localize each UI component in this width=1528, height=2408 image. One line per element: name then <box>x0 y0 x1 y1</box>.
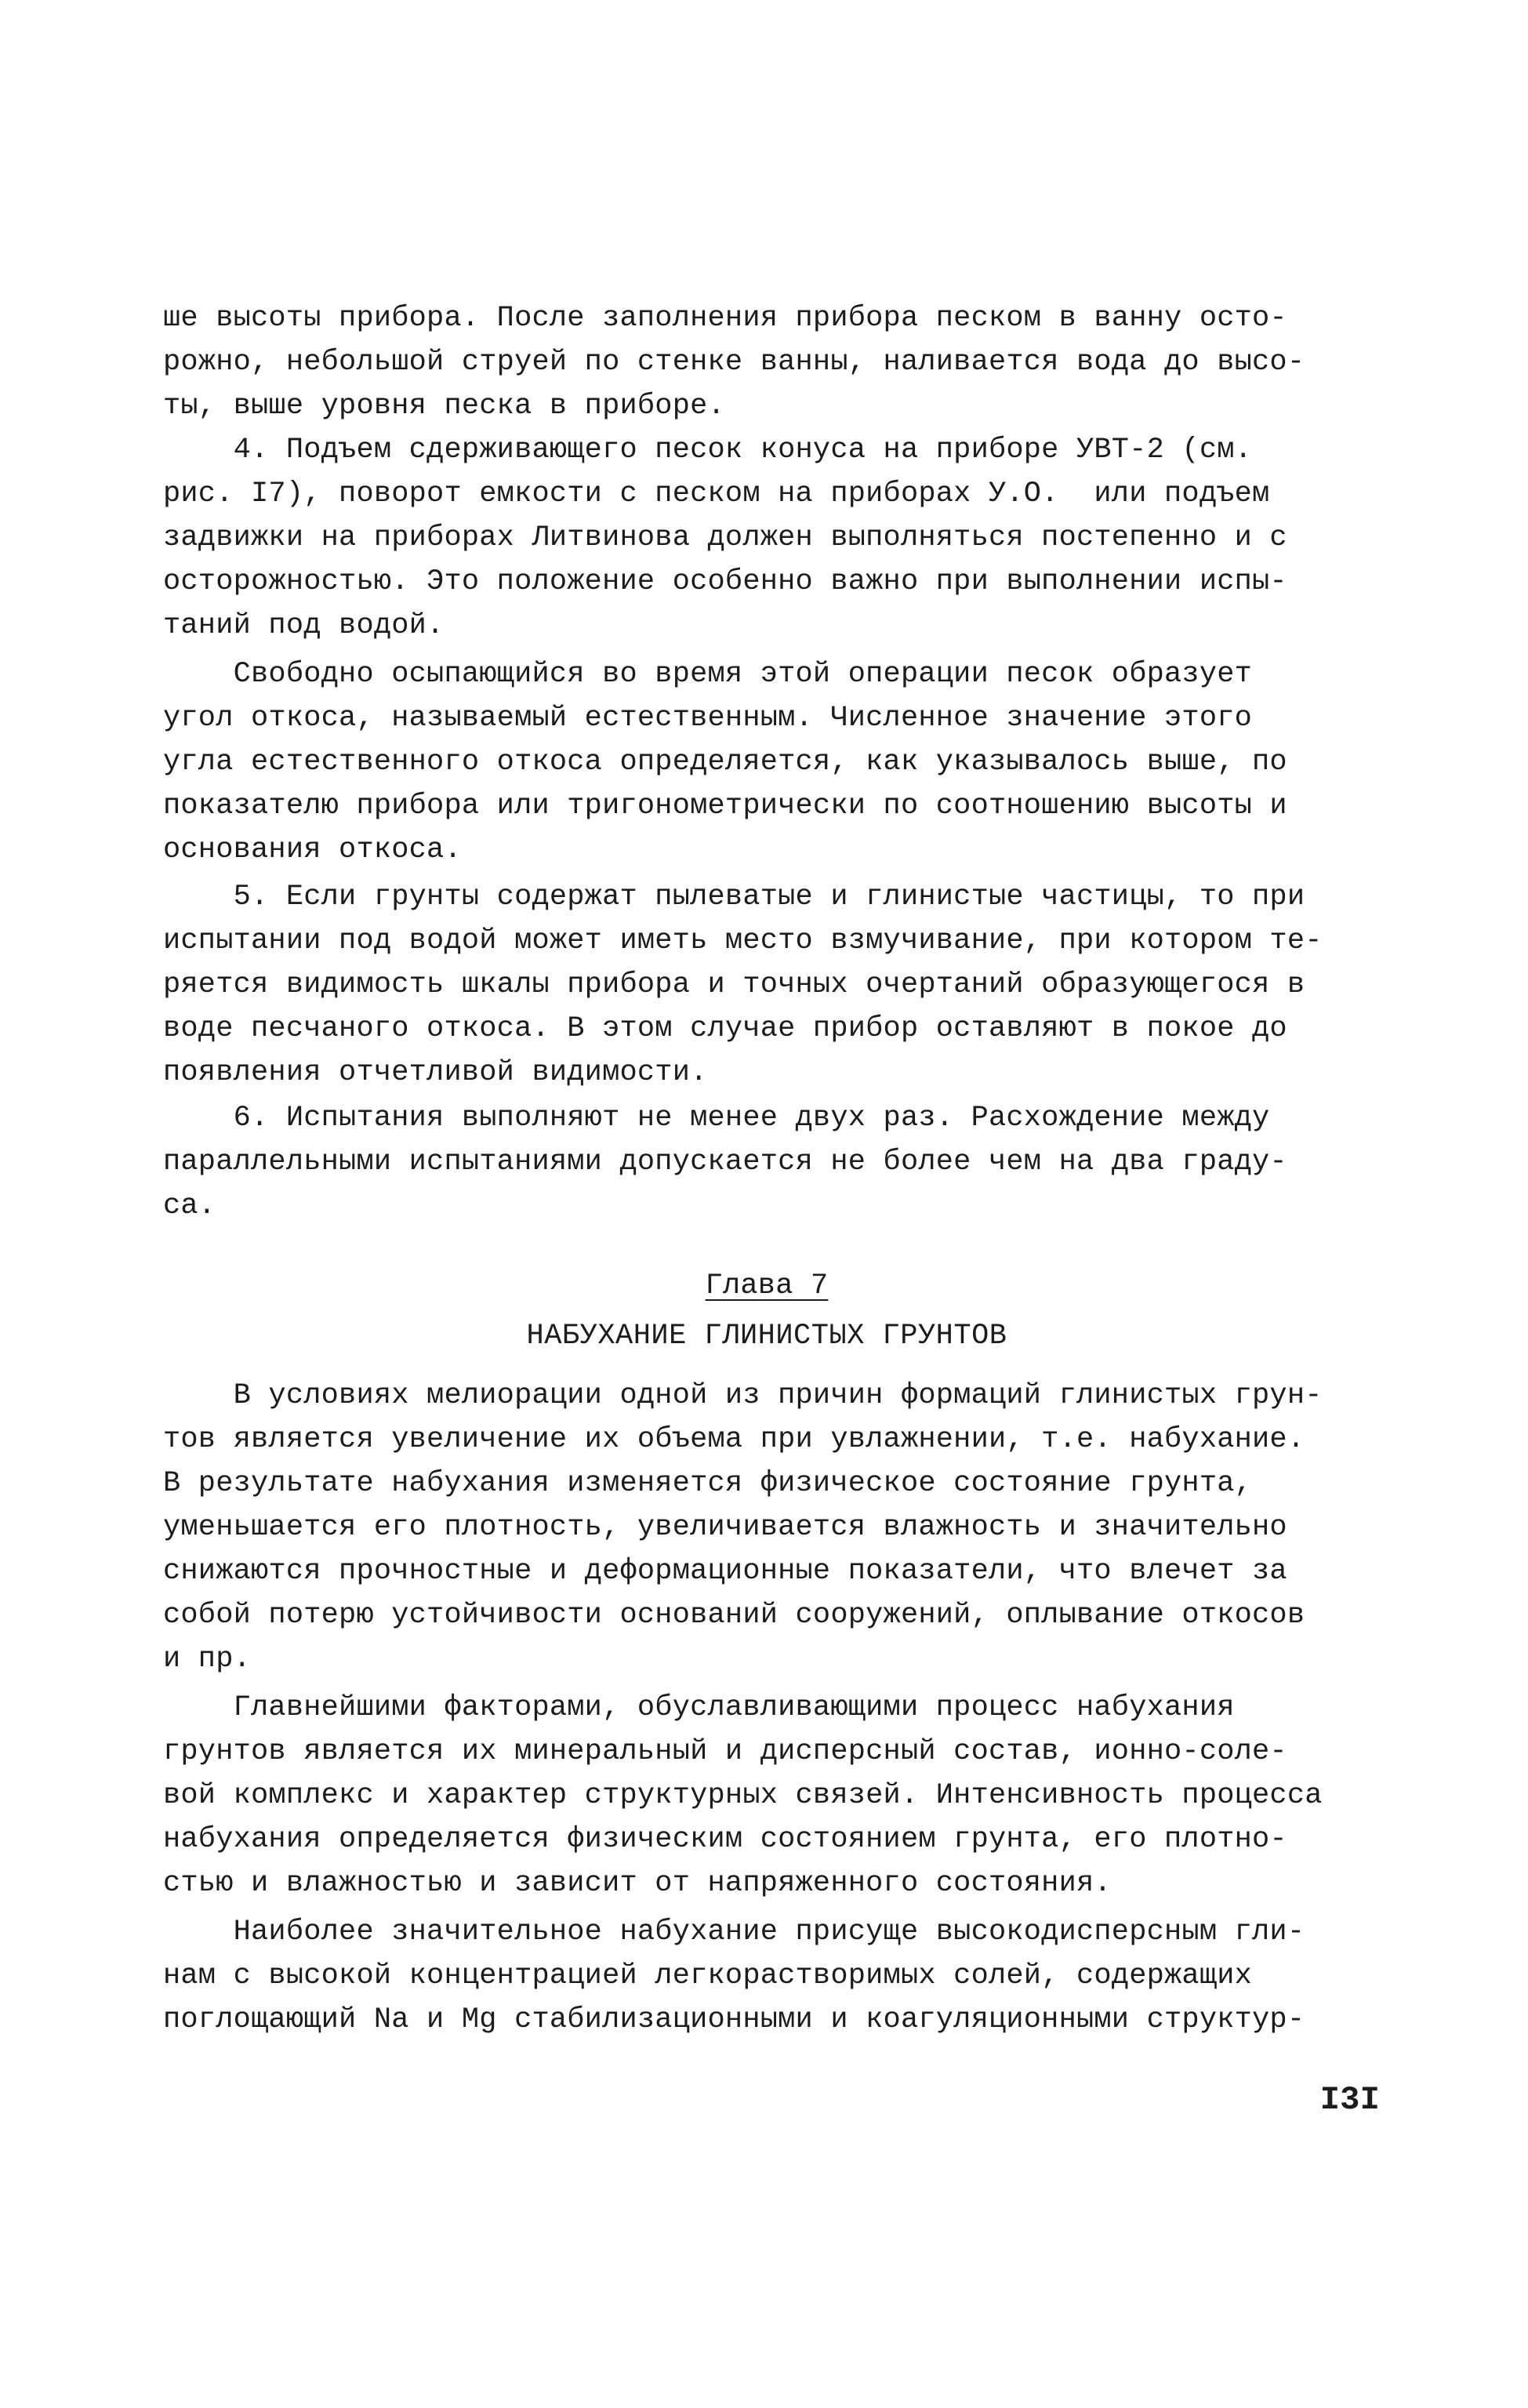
chapter-label: Глава 7 <box>705 1269 829 1302</box>
text-line: Свободно осыпающийся во время этой операции песок образует <box>163 658 1253 691</box>
text-line: осторожностью. Это положение особенно важно при выполнении испы- <box>163 565 1287 598</box>
text-line: Наиболее значительное набухание присуще высокодисперсным гли- <box>163 1916 1305 1949</box>
text-line: рожно, небольшой струей по стенке ванны, наливается вода до высо- <box>163 346 1305 379</box>
text-line: Главнейшими факторами, обуславливающими процесс набухания <box>163 1691 1235 1724</box>
text-line: 4. Подъем сдерживающего песок конуса на приборе УВТ-2 (см. <box>163 434 1253 467</box>
text-line: угол откоса, называемый естественным. Численное значение этого <box>163 702 1253 735</box>
text-line: 6. Испытания выполняют не менее двух раз. Расхождение между <box>163 1102 1270 1135</box>
text-line: нам с высокой концентрацией легкорастворимых солей, содержащих <box>163 1959 1253 1992</box>
text-line: задвижки на приборах Литвинова должен выполняться постепенно и с <box>163 521 1287 554</box>
text-line: появления отчетливой видимости. <box>163 1056 708 1089</box>
text-line: и пр. <box>163 1643 252 1676</box>
text-line: ты, выше уровня песка в приборе. <box>163 390 725 423</box>
text-line: са. <box>163 1189 216 1222</box>
page-number: I3I <box>1319 2081 1380 2119</box>
text-line: воде песчаного откоса. В этом случае прибор оставляют в покое до <box>163 1012 1287 1045</box>
text-line: снижаются прочностные и деформационные показатели, что влечет за <box>163 1555 1287 1588</box>
text-line: рис. I7), поворот емкости с песком на приборах У.О. или подъем <box>163 478 1270 510</box>
text-line: вой комплекс и характер структурных связей. Интенсивность процесса <box>163 1779 1323 1812</box>
text-line: ше высоты прибора. После заполнения прибора песком в ванну осто- <box>163 302 1287 335</box>
text-line: угла естественного откоса определяется, как указывалось выше, по <box>163 746 1287 779</box>
text-line: параллельными испытаниями допускается не более чем на два граду- <box>163 1146 1287 1179</box>
text-line: В результате набухания изменяется физическое состояние грунта, <box>163 1467 1253 1500</box>
text-line: основания откоса. <box>163 834 462 866</box>
text-line: В условиях мелиорации одной из причин формаций глинистых грун- <box>163 1379 1323 1412</box>
text-line: показателю прибора или тригонометрически по соотношению высоты и <box>163 790 1287 823</box>
text-line: таний под водой. <box>163 609 445 642</box>
text-line: ряется видимость шкалы прибора и точных очертаний образующегося в <box>163 968 1305 1001</box>
text-line: тов является увеличение их объема при увлажнении, т.е. набухание. <box>163 1423 1305 1456</box>
text-line: стью и влажностью и зависит от напряженного состояния. <box>163 1867 1112 1900</box>
text-line: 5. Если грунты содержат пылеватые и глинистые частицы, то при <box>163 881 1305 913</box>
text-line: поглощающий Na и Mg стабилизационными и коагуляционными структур- <box>163 2003 1305 2036</box>
chapter-title: НАБУХАНИЕ ГЛИНИСТЫХ ГРУНТОВ <box>526 1320 1007 1353</box>
text-line: уменьшается его плотность, увеличивается влажность и значительно <box>163 1511 1287 1544</box>
text-line: собой потерю устойчивости оснований сооружений, оплывание откосов <box>163 1599 1305 1632</box>
text-line: испытании под водой может иметь место взмучивание, при котором те- <box>163 924 1323 957</box>
text-line: грунтов является их минеральный и дисперсный состав, ионно-соле- <box>163 1735 1287 1768</box>
text-line: набухания определяется физическим состоянием грунта, его плотно- <box>163 1823 1287 1856</box>
